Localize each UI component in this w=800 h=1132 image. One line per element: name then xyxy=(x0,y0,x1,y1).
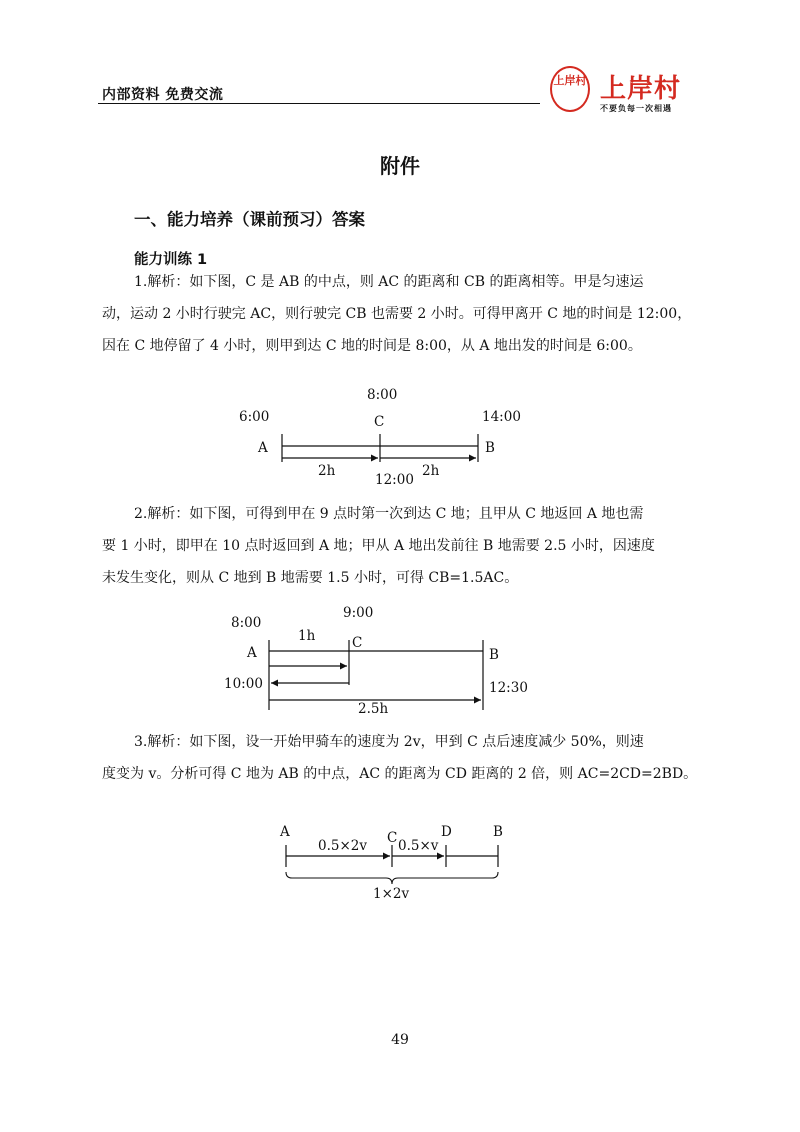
fig3-seg-ac: 0.5×2v xyxy=(318,838,367,854)
fig3-point-d: D xyxy=(441,824,452,840)
section-heading: 一、能力培养（课前预习）答案 xyxy=(134,210,365,229)
fig1-point-c: C xyxy=(374,414,385,430)
fig1-left-time: 6:00 xyxy=(239,409,270,425)
fig2-time-c: 9:00 xyxy=(343,605,374,621)
header-text: 内部资料 免费交流 xyxy=(102,87,224,103)
fig2-point-b: B xyxy=(489,647,499,663)
subheading: 能力训练 1 xyxy=(134,252,208,268)
fig1-seg2: 2h xyxy=(422,463,440,479)
fig3-seg-total: 1×2v xyxy=(373,886,410,902)
fig2-seg-ab: 2.5h xyxy=(358,701,389,717)
fig2-time-return: 10:00 xyxy=(224,676,263,692)
paragraph-3 xyxy=(102,726,700,790)
fig3-seg-cd: 0.5×v xyxy=(398,838,439,854)
logo-seal-text: 上岸村 xyxy=(553,74,587,87)
page-title: 附件 xyxy=(380,154,420,178)
fig1-bottom-time: 12:00 xyxy=(375,472,414,488)
logo-slogan: 不要负每一次相遇 xyxy=(600,104,672,113)
paragraph-line: 因在 C 地停留了 4 小时，则甲到达 C 地的时间是 8:00，从 A 地出发的时间是 6:00。 xyxy=(102,338,642,354)
fig2-seg-ac: 1h xyxy=(298,628,316,644)
fig2-point-a: A xyxy=(247,645,257,661)
paragraph-line: 1.解析：如下图，C 是 AB 的中点，则 AC 的距离和 CB 的距离相等。甲是匀速运 xyxy=(134,274,644,290)
fig2-time-a: 8:00 xyxy=(231,615,262,631)
fig1-seg1: 2h xyxy=(318,463,336,479)
paragraph-line: 2.解析：如下图，可得到甲在 9 点时第一次到达 C 地；且甲从 C 地返回 A 地也需 xyxy=(134,506,644,522)
paragraph-line: 未发生变化，则从 C 地到 B 地需要 1.5 小时，可得 CB=1.5AC。 xyxy=(102,570,519,586)
fig2-point-c: C xyxy=(352,635,363,651)
fig3-brace xyxy=(286,872,498,884)
fig3-point-b: B xyxy=(493,824,503,840)
paragraph-line: 动，运动 2 小时行驶完 AC，则行驶完 CB 也需要 2 小时。可得甲离开 C 地的时间是 12:00， xyxy=(102,306,692,322)
fig1-right-time: 14:00 xyxy=(482,409,521,425)
fig1-point-a: A xyxy=(258,440,268,456)
paragraph-line: 度变为 v。分析可得 C 地为 AB 的中点，AC 的距离为 CD 距离的 2 倍，则 AC=2CD=2BD。 xyxy=(102,766,698,782)
page-number: 49 xyxy=(391,1032,409,1048)
fig1-point-b: B xyxy=(485,440,495,456)
logo-name: 上岸村 xyxy=(600,74,682,104)
fig3-point-a: A xyxy=(280,824,290,840)
fig3-point-c: C xyxy=(387,830,398,846)
paragraph-line: 要 1 小时，即甲在 10 点时返回到 A 地；甲从 A 地出发前往 B 地需要 2.5 小时，因速度 xyxy=(102,538,655,554)
paragraph-line: 3.解析：如下图，设一开始甲骑车的速度为 2v，甲到 C 点后速度减少 50%，则速 xyxy=(134,734,644,750)
fig2-time-b: 12:30 xyxy=(489,680,528,696)
fig1-top-time: 8:00 xyxy=(367,387,398,403)
paragraph-2 xyxy=(102,498,700,594)
